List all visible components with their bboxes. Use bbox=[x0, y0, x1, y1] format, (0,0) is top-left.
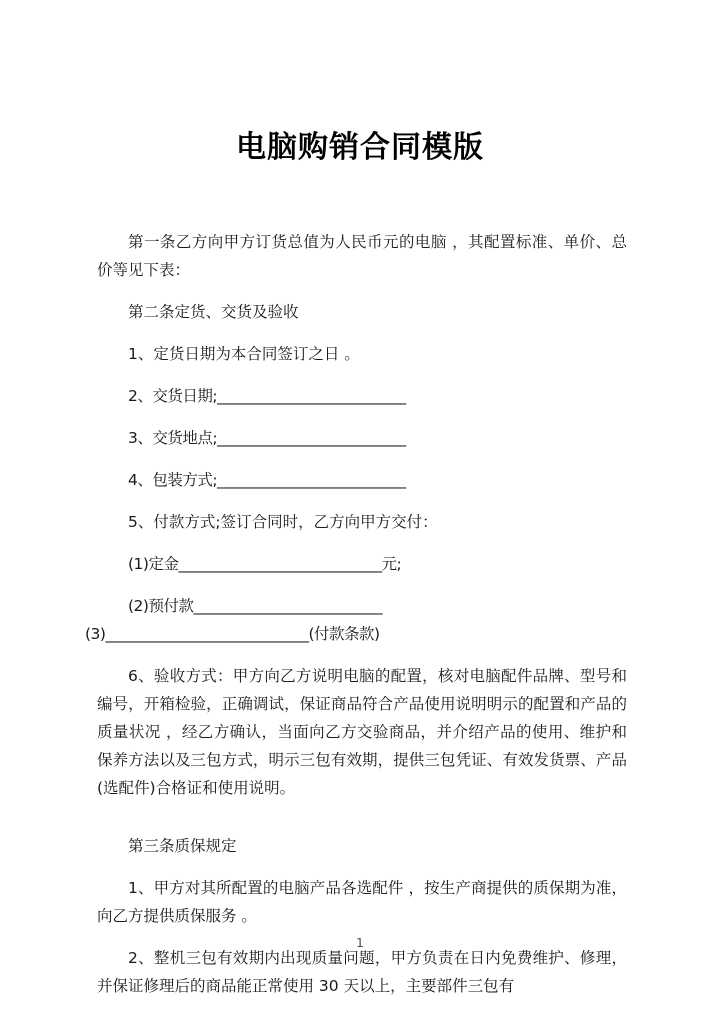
spacer bbox=[97, 284, 627, 298]
list-item-2-6: 6、验收方式：甲方向乙方说明电脑的配置，核对电脑配件品牌、型号和编号，开箱检验，正确调试，保证商品符合产品使用说明明示的配置和产品的质量状况 ，经乙方确认，当面向乙方交验商品，并介绍产品的使用、维护和保养方法以及三包方式，明示三包有效期，提供三包凭证、有效发货票、产品(选配件)合格证和使用说明。 bbox=[97, 667, 627, 797]
list-item-2-5-1: (1)定金____________________________元; bbox=[128, 555, 402, 573]
heading-article-3: 第三条质保规定 bbox=[128, 837, 237, 855]
spacer bbox=[97, 410, 627, 424]
spacer bbox=[97, 494, 627, 508]
document-content bbox=[85, 228, 627, 1000]
heading-article-2: 第二条定货、交货及验收 bbox=[128, 303, 299, 321]
spacer bbox=[97, 536, 627, 550]
list-item-2-1: 1、定货日期为本合同签订之日 。 bbox=[128, 345, 360, 363]
list-item-2-5-2: (2)预付款__________________________ bbox=[128, 597, 382, 615]
list-item-3-2: 2、整机三包有效期内出现质量问题，甲方负责在日内免费维护、修理，并保证修理后的商品能正常使用 30 天以上，主要部件三包有 bbox=[97, 949, 627, 995]
list-item-3-1: 1、甲方对其所配置的电脑产品各选配件 ，按生产商提供的质保期为准，向乙方提供质保服务 。 bbox=[97, 879, 627, 925]
paragraph-article-1: 第一条乙方向甲方订货总值为人民币元的电脑 ，其配置标准、单价、总价等见下表： bbox=[97, 233, 627, 279]
spacer bbox=[97, 326, 627, 340]
spacer bbox=[97, 860, 627, 874]
list-item-2-3: 3、交货地点;__________________________ bbox=[128, 429, 406, 447]
list-item-2-5: 5、付款方式;签订合同时，乙方向甲方交付： bbox=[128, 513, 438, 531]
spacer bbox=[97, 802, 627, 832]
list-item-2-2: 2、交货日期;__________________________ bbox=[128, 387, 406, 405]
spacer bbox=[97, 368, 627, 382]
list-item-2-5-3: (3)____________________________(付款条款) bbox=[85, 625, 380, 643]
page-number: 1 bbox=[356, 936, 364, 950]
spacer bbox=[97, 648, 627, 662]
spacer bbox=[97, 578, 627, 592]
list-item-2-4: 4、包装方式;__________________________ bbox=[128, 471, 406, 489]
spacer bbox=[97, 452, 627, 466]
page-title: 电脑购销合同模版 bbox=[236, 130, 484, 165]
